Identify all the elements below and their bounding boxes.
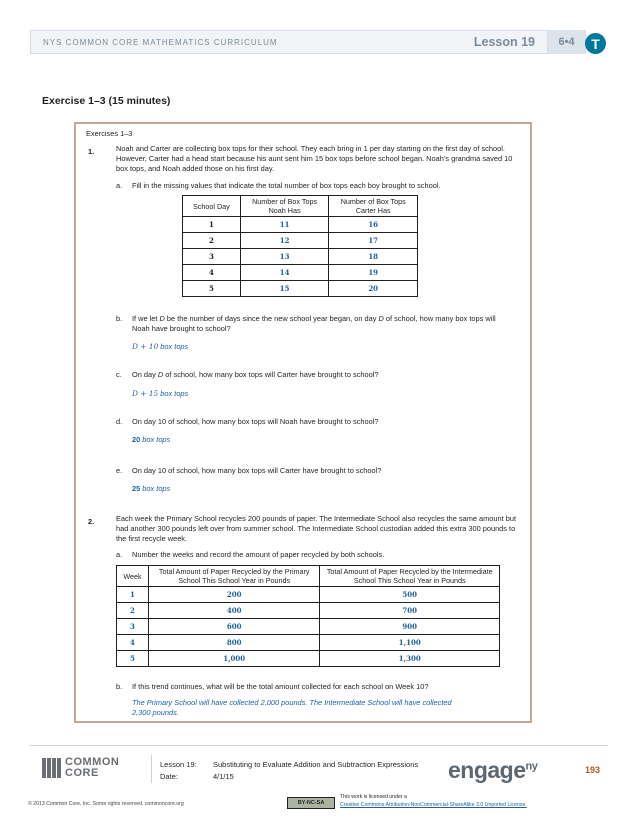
table-cell: 11 (240, 217, 329, 233)
table-row (117, 603, 500, 619)
table-row (117, 651, 500, 667)
table-header: Week (117, 566, 149, 587)
footer-divider (30, 745, 608, 746)
q1b-letter: b. (116, 314, 123, 323)
exercise-heading: Exercise 1–3 (15 minutes) (42, 95, 171, 107)
q2a-text: Number the weeks and record the amount of paper recycled by both schools. (132, 550, 385, 559)
q1-text: Noah and Carter are collecting box tops for their school. They each bring in 1 per day starting on the first day of school. However, Carter had a head start because his aunt sent him 15 box tops before school began. Noah’s grandma saved 10 box tops, and Noah added those on his first day. (116, 144, 513, 173)
table-header: Number of Box Tops Noah Has (240, 196, 329, 217)
table-row (117, 587, 500, 603)
table-cell: 1,100 (320, 635, 500, 651)
table-cell: 12 (240, 233, 329, 249)
footer-date: 4/1/15 (213, 772, 234, 781)
cc-license-badge: BY-NC-SA (287, 797, 335, 809)
table-cell: 3 (183, 249, 241, 265)
q1d-answer: 20 box tops (132, 435, 171, 444)
table-cell: 800 (148, 635, 320, 651)
q2b-answer: The Primary School will have collected 2,000 pounds. The Intermediate School will have collected 2,300 pounds. (132, 698, 452, 717)
q2b-letter: b. (116, 682, 123, 691)
table-header: School Day (183, 196, 241, 217)
table-cell: 1,000 (148, 651, 320, 667)
table-cell: 20 (329, 281, 418, 297)
table-cell: 1 (183, 217, 241, 233)
table-cell: 600 (148, 619, 320, 635)
exercise-box (74, 122, 532, 723)
q1-number: 1. (88, 147, 95, 156)
table-cell: 5 (183, 281, 241, 297)
q1a-text: Fill in the missing values that indicate the total number of box tops each boy brought to school. (132, 181, 441, 190)
box-tops-table (182, 195, 418, 297)
table-row (183, 249, 418, 265)
table-header: Number of Box Tops Carter Has (329, 196, 418, 217)
q1e-text: On day 10 of school, how many box tops will Carter have brought to school? (132, 466, 382, 475)
q1b-text: If we let D be the number of days since the new school year began, on day D of school, how many box tops will Noah have brought to school? (132, 314, 496, 333)
footer-date-label: Date: (160, 772, 178, 781)
q1e-answer: 25 box tops (132, 484, 171, 493)
table-row (183, 281, 418, 297)
page-header (30, 30, 586, 54)
engageny-logo: engage$^{ny}$ (448, 757, 538, 783)
table-cell: 3 (117, 619, 149, 635)
table-cell: 4 (183, 265, 241, 281)
module-code: 6•4 (547, 30, 585, 54)
common-core-bars-icon (42, 758, 61, 778)
license-link[interactable]: Creative Commons Attribution-NonCommercial-ShareAlike 3.0 Unported License. (340, 802, 527, 808)
q1d-text: On day 10 of school, how many box tops will Noah have brought to school? (132, 417, 379, 426)
logo-line2: CORE (65, 767, 99, 779)
table-header-row (183, 196, 418, 217)
q2-text: Each week the Primary School recycles 200 pounds of paper. The Intermediate School also recycles the same amount but had another 300 pounds left over from summer school. The Intermediate School custodian added this extra 300 pounds to the first recycle week. (116, 514, 516, 543)
table-cell: 14 (240, 265, 329, 281)
q2b-text: If this trend continues, what will be the total amount collected for each school on Week 10? (132, 682, 429, 691)
table-row (117, 619, 500, 635)
license-text: This work is licensed under a Creative Commons Attribution-NonCommercial-ShareAlike 3.0 Unported License. (340, 794, 527, 808)
table-row (183, 265, 418, 281)
table-cell: 16 (329, 217, 418, 233)
table-cell: 18 (329, 249, 418, 265)
exercises-title: Exercises 1–3 (86, 129, 133, 138)
table-cell: 1,300 (320, 651, 500, 667)
table-cell: 200 (148, 587, 320, 603)
q1d-letter: d. (116, 417, 123, 426)
q1a-letter: a. (116, 181, 123, 190)
table-header: Total Amount of Paper Recycled by the Intermediate School This School Year in Pounds (320, 566, 500, 587)
table-cell: 1 (117, 587, 149, 603)
q1c-answer: D + 15 box tops (132, 389, 189, 398)
table-cell: 2 (183, 233, 241, 249)
q1c-letter: c. (116, 370, 122, 379)
table-row (183, 233, 418, 249)
table-cell: 2 (117, 603, 149, 619)
q2-number: 2. (88, 517, 95, 526)
table-cell: 5 (117, 651, 149, 667)
table-cell: 4 (117, 635, 149, 651)
curriculum-title: NYS COMMON CORE MATHEMATICS CURRICULUM (43, 37, 278, 47)
table-cell: 15 (240, 281, 329, 297)
table-cell: 700 (320, 603, 500, 619)
q1c-text: On day D of school, how many box tops will Carter have brought to school? (132, 370, 379, 379)
table-cell: 19 (329, 265, 418, 281)
q2a-letter: a. (116, 550, 123, 559)
page-number: 193 (585, 765, 601, 775)
table-cell: 400 (148, 603, 320, 619)
table-header-row (117, 566, 500, 587)
q1b-answer: D + 10 box tops (132, 342, 189, 351)
table-cell: 900 (320, 619, 500, 635)
table-row (117, 635, 500, 651)
common-core-logo (42, 757, 119, 779)
copyright-text: © 2013 Common Core, Inc. Some rights reserved. commoncore.org (28, 801, 184, 807)
table-cell: 500 (320, 587, 500, 603)
table-header: Total Amount of Paper Recycled by the Primary School This School Year in Pounds (148, 566, 320, 587)
q1e-letter: e. (116, 466, 123, 475)
recycling-table (116, 565, 500, 667)
footer-vertical-divider (151, 755, 152, 783)
teacher-badge-icon: T (585, 33, 606, 54)
footer-lesson-title: Substituting to Evaluate Addition and Subtraction Expressions (213, 760, 419, 769)
table-cell: 13 (240, 249, 329, 265)
logo-line1: COMMON (65, 756, 120, 768)
table-row (183, 217, 418, 233)
footer-lesson-label: Lesson 19: (160, 760, 197, 769)
table-cell: 17 (329, 233, 418, 249)
lesson-label: Lesson 19 (473, 35, 535, 49)
